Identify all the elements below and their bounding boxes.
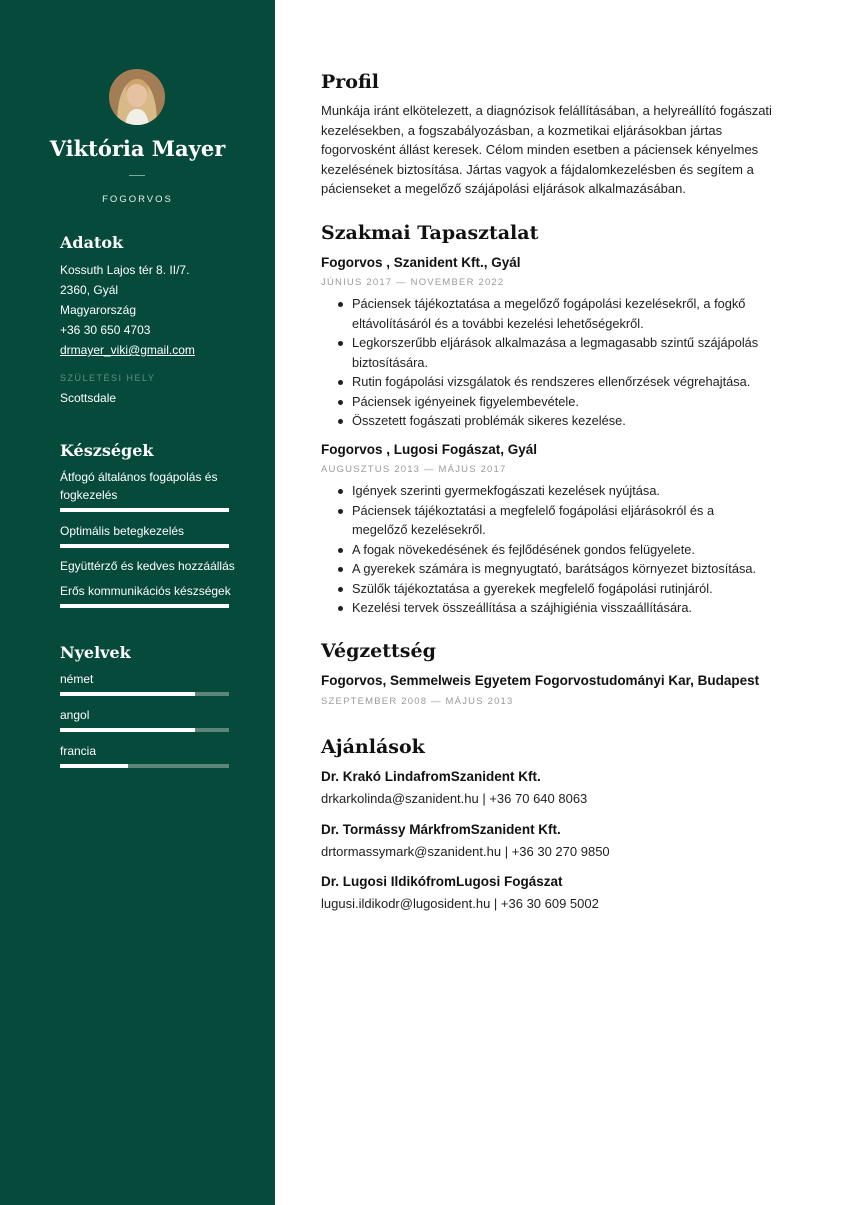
reference-name: Dr. Lugosi IldikófromLugosi Fogászat [321,874,563,889]
reference-name: Dr. Krakó LindafromSzanident Kft. [321,769,541,784]
address-line2: 2360, Gyál [60,283,119,297]
list-item: Kezelési tervek összeállítása a szájhigiénia visszaállítására. [338,598,768,618]
job-title: Fogorvos , Szanident Kft., Gyál [321,255,521,270]
experience-heading: Szakmai Tapasztalat [321,222,539,244]
list-item: Rutin fogápolási vizsgálatok és rendszeres ellenőrzések végrehajtása. [338,372,768,392]
skill-label: Átfogó általános fogápolás és fogkezelés [60,470,218,502]
skill-label: Együttérző és kedves hozzáállás [60,559,235,573]
education-dates: SZEPTEMBER 2008 — MÁJUS 2013 [321,696,514,707]
language-bar-fill [60,692,195,696]
language-bar-fill [60,764,128,768]
job-title: FOGORVOS [102,194,173,205]
skill-bar [60,544,229,548]
reference-name: Dr. Tormássy MárkfromSzanident Kft. [321,822,561,837]
country: Magyarország [60,303,137,317]
language-bar [60,692,229,696]
sidebar [0,0,275,1205]
email-link[interactable]: drmayer_viki@gmail.com [60,343,195,357]
skill-bar-fill [60,544,229,548]
list-item: Összetett fogászati problémák sikeres kezelése. [338,411,768,431]
reference-contact: drtormassymark@szanident.hu | +36 30 270 9850 [321,844,610,859]
language-bar [60,728,229,732]
avatar [109,69,165,125]
language-bar-fill [60,728,195,732]
reference-contact: lugusi.ildikodr@lugosident.hu | +36 30 609 5002 [321,896,599,911]
job-title: Fogorvos , Lugosi Fogászat, Gyál [321,442,538,457]
skills-heading: Készségek [60,441,154,460]
language-label: német [60,672,94,686]
language-label: angol [60,708,90,722]
reference-contact: drkarkolinda@szanident.hu | +36 70 640 8063 [321,791,588,806]
details-heading: Adatok [60,233,124,252]
skill-label: Optimális betegkezelés [60,524,185,538]
references-heading: Ajánlások [321,736,425,758]
birthplace-label: SZÜLETÉSI HELY [60,373,156,383]
languages-heading: Nyelvek [60,643,131,662]
list-item: Szülők tájékoztatása a gyerekek megfelelő fogápolási rutinjáról. [338,579,768,599]
list-item: Páciensek tájékoztatása a megelőző fogápolási kezelésekről, a fogkő eltávolításáról és a további kezelési lehetőségekről. [338,294,768,333]
skill-bar-fill [60,604,229,608]
list-item: A gyerekek számára is megnyugtató, barátságos környezet biztosítása. [338,559,768,579]
profile-photo [109,69,165,125]
education-heading: Végzettség [321,640,436,662]
profile-heading: Profil [321,71,380,93]
skill-bar [60,604,229,608]
list-item: A fogak növekedésének és fejlődésének gondos felügyelete. [338,540,768,560]
skill-label: Erős kommunikációs készségek [60,584,231,598]
list-item: Legkorszerűbb eljárások alkalmazása a legmagasabb szintű szájápolás biztosítására. [338,333,768,372]
list-item: Páciensek igényeinek figyelembevétele. [338,392,768,412]
address-line1: Kossuth Lajos tér 8. II/7. [60,263,190,277]
candidate-name: Viktória Mayer [49,136,226,161]
job-bullets [338,294,768,431]
list-item: Páciensek tájékoztatási a megfelelő fogápolási eljárásokról és a megelőző kezelésekről. [338,501,768,540]
job-dates: AUGUSZTUS 2013 — MÁJUS 2017 [321,464,507,475]
education-title: Fogorvos, Semmelweis Egyetem Fogorvostudományi Kar, Budapest [321,673,760,688]
language-bar [60,764,229,768]
profile-text: Munkája iránt elkötelezett, a diagnózisok felállításában, a helyreállító fogászati kezelésekben, a fogszabályozásban, a kozmetikai eljárásokban jártas fogorvosként állást keresek. Célom minden esetben a páciensek kényelmes kezelésének biztosítása. Jártas vagyok a fájdalomkezelésben és segítem a pácienseket a megelőző szájápolási eljárások alkalmazásában. [321,103,772,196]
name-divider [129,175,145,176]
list-item: Igények szerinti gyermekfogászati kezelések nyújtása. [338,481,768,501]
phone: +36 30 650 4703 [60,323,151,337]
job-bullets [338,481,768,618]
language-label: francia [60,744,97,758]
skill-bar-fill [60,508,229,512]
skill-bar [60,508,229,512]
job-dates: JÚNIUS 2017 — NOVEMBER 2022 [321,277,505,288]
birthplace: Scottsdale [60,391,117,405]
